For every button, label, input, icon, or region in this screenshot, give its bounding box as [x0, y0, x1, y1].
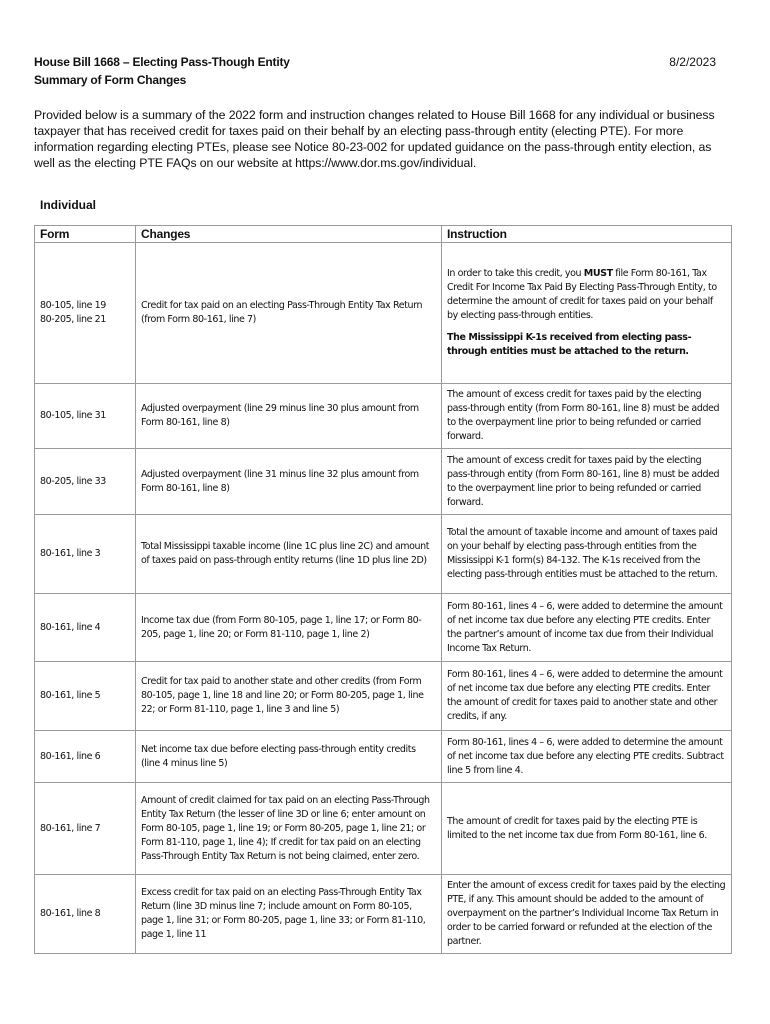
table-row — [35, 515, 732, 594]
instruction-cell: The amount of excess credit for taxes paid by the electing pass-through entity (from Form 80-161, line 8) must be added to the overpayment line prior to being refunded or carried forward. — [442, 449, 732, 515]
header-changes: Changes — [136, 226, 442, 243]
form-cell: 80-161, line 7 — [35, 783, 136, 875]
form-cell — [35, 243, 136, 384]
instruction-cell: The amount of credit for taxes paid by the electing PTE is limited to the net income tax due from Form 80-161, line 6. — [442, 783, 732, 875]
intro-paragraph: Provided below is a summary of the 2022 form and instruction changes related to House Bill 1668 for any individual or business taxpayer that has received credit for taxes paid on their behalf by an electing pass-through entity (electing PTE). For more information regarding electing PTEs, please see Notice 80-23-002 for updated guidance on the pass-through entity election, as well as the electing PTE FAQs on our website at https://www.dor.ms.gov/individual. — [34, 108, 715, 170]
document-subtitle: Summary of Form Changes — [34, 73, 187, 87]
changes-cell: Net income tax due before electing pass-through entity credits (line 4 minus line 5) — [136, 731, 442, 783]
instruction-note: The Mississippi K-1s received from electing pass-through entities must be attached to the return. — [447, 332, 692, 357]
table-row — [35, 783, 732, 875]
table-row — [35, 662, 732, 731]
form-cell: 80-161, line 3 — [35, 515, 136, 594]
form-cell: 80-161, line 6 — [35, 731, 136, 783]
table-header-row — [35, 226, 732, 243]
form-cell: 80-105, line 31 — [35, 384, 136, 449]
changes-cell: Amount of credit claimed for tax paid on an electing Pass-Through Entity Tax Return (the lesser of line 3D or line 6; enter amount on Form 80-105, page 1, line 19; or Form 80-205, page 1, line 21; or Form 81-110, page 1, line 4); If credit for tax paid on an electing Pass-Through Entity Tax Return is not being claimed, enter zero. — [136, 783, 442, 875]
instruction-text: In order to take this credit, you — [447, 268, 584, 279]
table-row — [35, 731, 732, 783]
table-row — [35, 594, 732, 662]
header-form: Form — [35, 226, 136, 243]
instruction-cell: The amount of excess credit for taxes paid by the electing pass-through entity (from Form 80-161, line 8) must be added to the overpayment line prior to being refunded or carried forward. — [442, 384, 732, 449]
form-cell: 80-161, line 8 — [35, 875, 136, 954]
instruction-emphasis: MUST — [583, 268, 613, 279]
changes-cell: Credit for tax paid to another state and other credits (from Form 80-105, page 1, line 18 and line 20; or Form 80-205, page 1, line 22; or Form 81-110, page 1, line 3 and line 5) — [136, 662, 442, 731]
summary-table — [34, 225, 732, 954]
table-row — [35, 243, 732, 384]
instruction-text-cont: file Form 80-161, Tax Credit For Income Tax Paid By Electing Pass-Through Entity, to determine the amount of credit for taxes paid on your behalf by electing pass-through entities. — [447, 268, 717, 321]
changes-cell: Excess credit for tax paid on an electing Pass-Through Entity Tax Return (line 3D minus line 7; include amount on Form 80-105, page 1, line 31; or Form 80-205, page 1, line 33; or Form 81-110, page 1, line 11 — [136, 875, 442, 954]
changes-cell: Total Mississippi taxable income (line 1C plus line 2C) and amount of taxes paid on pass-through entity returns (line 1D plus line 2D) — [136, 515, 442, 594]
instruction-cell: Total the amount of taxable income and amount of taxes paid on your behalf by electing pass-through entities from the Mississippi K-1 form(s) 84-132. The K-1s received from the electing pass-through entities must be attached to the return. — [442, 515, 732, 594]
changes-cell: Adjusted overpayment (line 29 minus line 30 plus amount from Form 80-161, line 8) — [136, 384, 442, 449]
document-date: 8/2/2023 — [669, 55, 716, 69]
form-cell: 80-161, line 4 — [35, 594, 136, 662]
instruction-cell: Form 80-161, lines 4 – 6, were added to determine the amount of net income tax due before any electing PTE credits. Enter the amount of credit for taxes paid to another state and other credits, if any. — [442, 662, 732, 731]
changes-cell: Adjusted overpayment (line 31 minus line 32 plus amount from Form 80-161, line 8) — [136, 449, 442, 515]
form-cell: 80-161, line 5 — [35, 662, 136, 731]
instruction-cell: Enter the amount of excess credit for taxes paid by the electing PTE, if any. This amount should be added to the amount of overpayment on the partner’s Individual Income Tax Return in order to be carried forward or refunded at the election of the partner. — [442, 875, 732, 954]
changes-cell: Credit for tax paid on an electing Pass-Through Entity Tax Return (from Form 80-161, line 7) — [136, 243, 442, 384]
form-cell: 80-205, line 33 — [35, 449, 136, 515]
instruction-cell: Form 80-161, lines 4 – 6, were added to determine the amount of net income tax due before any electing PTE credits. Subtract line 5 from line 4. — [442, 731, 732, 783]
form-line: 80-105, line 19 80-205, line 21 — [40, 300, 106, 325]
header-instruction: Instruction — [442, 226, 732, 243]
instruction-cell — [442, 243, 732, 384]
changes-cell: Income tax due (from Form 80-105, page 1, line 17; or Form 80-205, page 1, line 20; or Form 81-110, page 1, line 2) — [136, 594, 442, 662]
table-row — [35, 875, 732, 954]
table-row — [35, 449, 732, 515]
section-title: Individual — [40, 198, 97, 212]
table-row — [35, 384, 732, 449]
instruction-cell: Form 80-161, lines 4 – 6, were added to determine the amount of net income tax due before any electing PTE credits. Enter the partner’s amount of income tax due from their Individual Income Tax Return. — [442, 594, 732, 662]
document-title: House Bill 1668 – Electing Pass-Though Entity — [34, 55, 290, 69]
